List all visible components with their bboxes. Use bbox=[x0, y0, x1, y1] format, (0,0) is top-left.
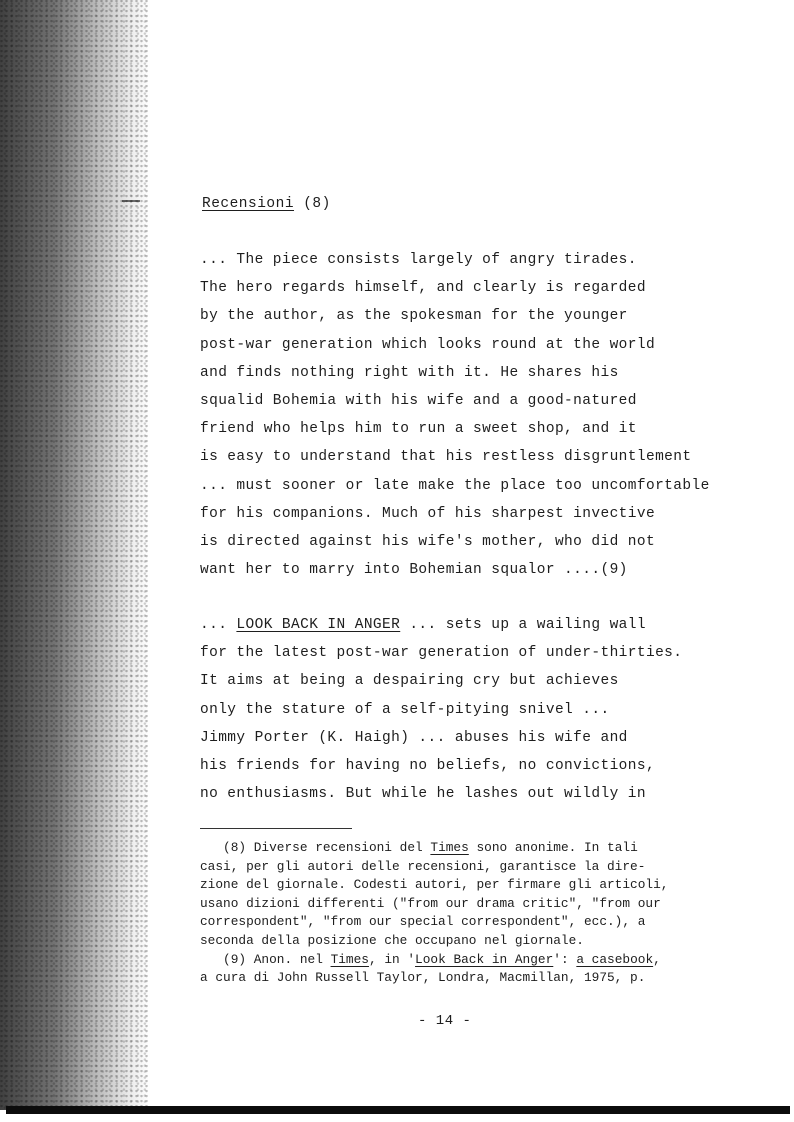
play-title: LOOK BACK IN ANGER bbox=[236, 617, 401, 633]
section-heading bbox=[202, 196, 331, 212]
review-2-first-rest: ... sets up a wailing wall bbox=[400, 617, 646, 633]
footnote-text: (9) Anon. nel bbox=[200, 951, 331, 967]
review-1-line: ... must sooner or late make the place too uncomfortable bbox=[200, 477, 710, 494]
footnote-8-line: correspondent", "from our special correspondent", ecc.), a bbox=[200, 914, 646, 930]
footnote-text: (8) Diverse recensioni del bbox=[200, 840, 431, 855]
footnote-8-line: casi, per gli autori delle recensioni, garantisce la dire- bbox=[200, 858, 646, 874]
page-number: - 14 - bbox=[418, 1013, 472, 1029]
review-2-line: Jimmy Porter (K. Haigh) ... abuses his wife and bbox=[200, 729, 628, 746]
scan-bottom-edge bbox=[6, 1106, 790, 1114]
review-2-prefix: ... bbox=[200, 617, 237, 633]
review-2-line: his friends for having no beliefs, no convictions, bbox=[200, 758, 656, 775]
review-2-line: only the stature of a self-pitying snivel ... bbox=[200, 701, 610, 718]
review-1-line: by the author, as the spokesman for the younger bbox=[200, 308, 628, 325]
review-1-line: want her to marry into Bohemian squalor ....(9) bbox=[200, 562, 628, 579]
review-1-line: is directed against his wife's mother, who did not bbox=[200, 534, 656, 551]
review-1-line: ... The piece consists largely of angry tirades. bbox=[200, 252, 637, 268]
review-2-line: no enthusiasms. But while he lashes out wildly in bbox=[200, 786, 646, 803]
footnote-text: , bbox=[653, 951, 661, 967]
heading-title: Recensioni bbox=[202, 196, 295, 212]
review-2-line: It aims at being a despairing cry but achieves bbox=[200, 673, 619, 690]
book-title: Look Back in Anger bbox=[415, 951, 554, 967]
review-1-line: squalid Bohemia with his wife and a good-natured bbox=[200, 393, 637, 410]
heading-footnote-ref: (8) bbox=[303, 196, 331, 212]
newspaper-title: Times bbox=[330, 951, 369, 967]
footnote-8-line bbox=[200, 839, 696, 858]
newspaper-title: Times bbox=[430, 840, 469, 855]
footnote-text: ': bbox=[553, 951, 577, 967]
review-1 bbox=[200, 246, 710, 584]
review-1-line: friend who helps him to run a sweet shop, and it bbox=[200, 421, 637, 438]
footnote-8-line: zione del giornale. Codesti autori, per firmare gli articoli, bbox=[200, 877, 669, 893]
review-2-line: for the latest post-war generation of under-thirties. bbox=[200, 645, 683, 662]
review-1-line: is easy to understand that his restless disgruntlement bbox=[200, 449, 692, 466]
review-2 bbox=[200, 611, 692, 808]
footnotes bbox=[200, 839, 696, 988]
review-1-line: The hero regards himself, and clearly is regarded bbox=[200, 280, 646, 297]
footnote-9-line bbox=[200, 951, 696, 970]
footnote-text: , in ' bbox=[368, 951, 416, 967]
review-1-line: post-war generation which looks round at the world bbox=[200, 336, 656, 353]
footnote-8-line: seconda della posizione che occupano nel giornale. bbox=[200, 932, 584, 948]
scan-edge-shadow bbox=[0, 0, 150, 1110]
casebook-title: a casebook bbox=[576, 951, 654, 967]
review-1-line: for his companions. Much of his sharpest invective bbox=[200, 505, 656, 522]
footnote-8-line: usano dizioni differenti ("from our drama critic", "from our bbox=[200, 895, 661, 911]
footnote-separator bbox=[200, 828, 352, 829]
footnote-text: sono anonime. In tali bbox=[468, 840, 638, 855]
scan-mark bbox=[122, 200, 140, 202]
review-1-line: and finds nothing right with it. He shares his bbox=[200, 364, 619, 381]
review-2-first-line bbox=[200, 611, 692, 639]
footnote-9-line: a cura di John Russell Taylor, Londra, Macmillan, 1975, p. bbox=[200, 970, 646, 986]
